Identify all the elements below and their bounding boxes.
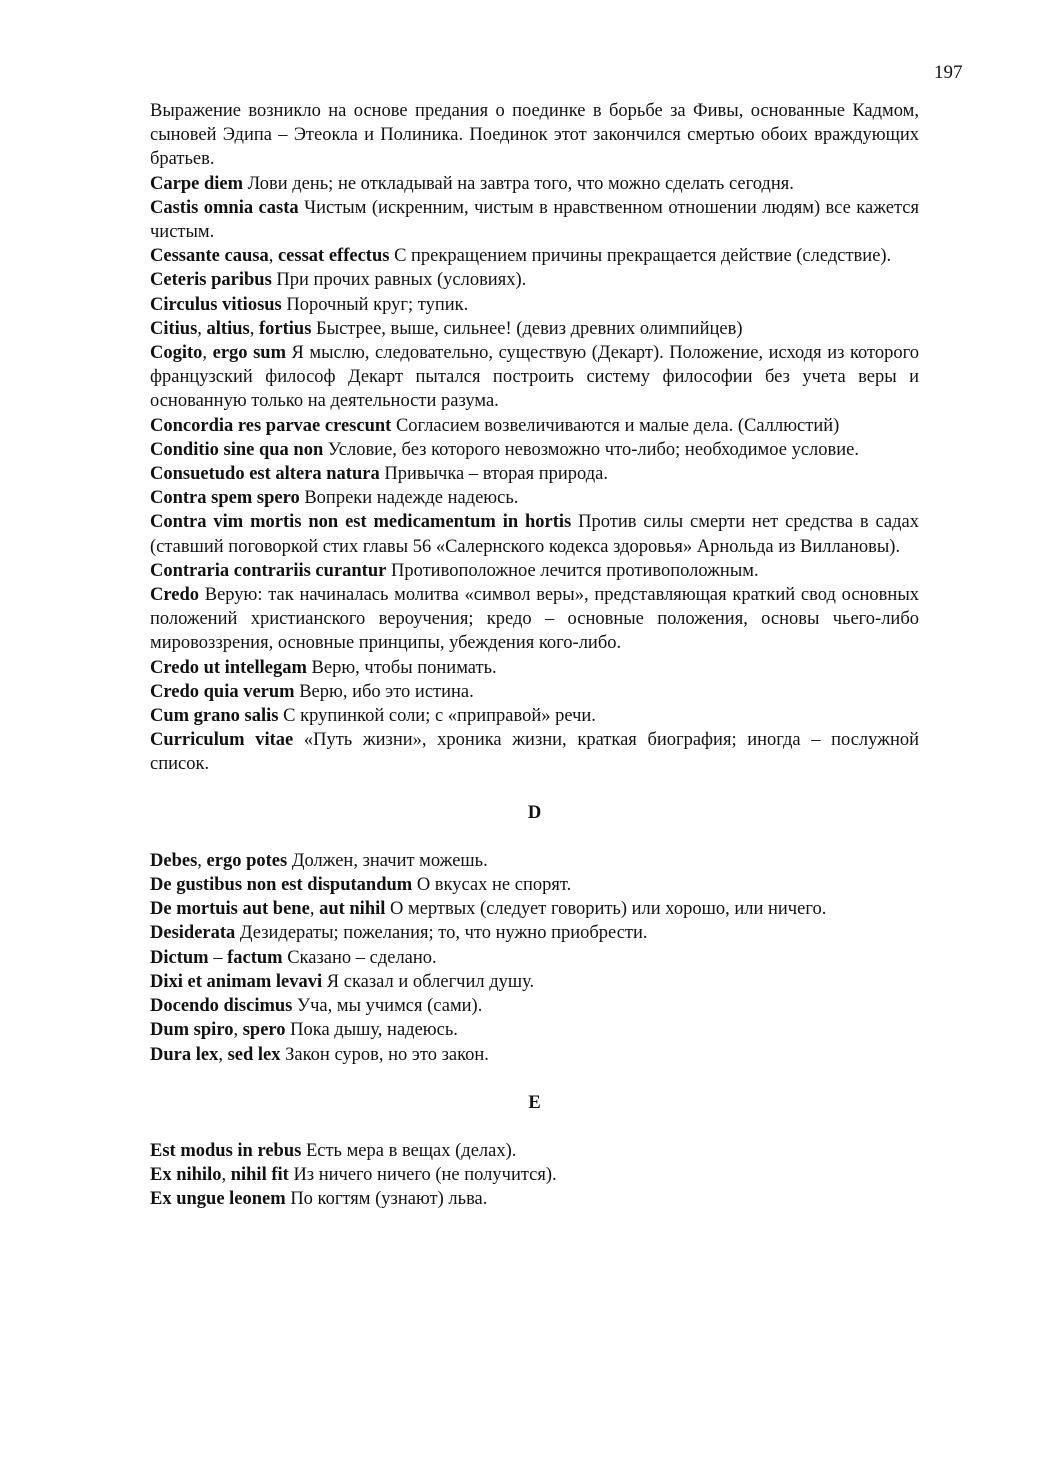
entry-latin-term: Est modus in rebus (150, 1140, 302, 1161)
entry-latin-term: Cogito (150, 343, 203, 364)
entry-latin-term: Ex nihilo (150, 1165, 222, 1186)
entry-text: Я мыслю, следовательно, существую (Декарт). Положение, исходя из которого французский философ Декарт пытался построить систему философии без учета веры и основанную только на деятельности разума. (150, 343, 920, 412)
dictionary-entry (150, 704, 919, 728)
entry-latin-term: Carpe diem (150, 173, 243, 194)
entry-latin-term: Circulus vitiosus (150, 294, 282, 315)
entry-latin-term: Dixi et animam levavi (150, 971, 323, 992)
dictionary-entry (150, 486, 919, 510)
dictionary-entry (150, 970, 919, 994)
entry-text: Дезидераты; пожелания; то, что нужно приобрести. (235, 923, 648, 944)
continuation-paragraph (150, 99, 919, 172)
entry-latin-term: Cum grano salis (150, 706, 279, 727)
entry-text: , (268, 246, 278, 267)
entry-text: Уча, мы учимся (сами). (292, 996, 483, 1017)
dictionary-entry (150, 849, 919, 873)
entry-text: Условие, без которого невозможно что-либо; необходимое условие. (323, 439, 859, 460)
entry-latin-term: nihil fit (230, 1165, 289, 1186)
dictionary-entry (150, 196, 919, 244)
entry-text: , (197, 850, 207, 871)
entry-latin-term: ergo potes (206, 850, 288, 871)
entry-latin-term: altius (206, 318, 250, 339)
entry-latin-term: sed lex (227, 1044, 281, 1065)
entry-text: , (218, 1044, 228, 1065)
entry-latin-term: Dum spiro (150, 1020, 234, 1041)
dictionary-entry (150, 293, 919, 317)
dictionary-entry (150, 897, 919, 921)
entry-text: , (221, 1165, 231, 1186)
entry-text: По когтям (узнают) льва. (285, 1189, 488, 1210)
entry-latin-term: Consuetudo est altera natura (150, 464, 380, 485)
dictionary-entry (150, 1139, 919, 1163)
page-number: 197 (934, 62, 963, 83)
dictionary-entry (150, 1043, 919, 1067)
entry-latin-term: Desiderata (150, 923, 236, 944)
dictionary-entry (150, 317, 919, 341)
entry-text: С крупинкой соли; с «приправой» речи. (278, 706, 596, 727)
dictionary-entry (150, 414, 919, 438)
entry-text: Закон суров, но это закон. (280, 1044, 489, 1065)
entry-text: Должен, значит можешь. (287, 850, 488, 871)
dictionary-entry (150, 680, 919, 704)
dictionary-entry (150, 172, 919, 196)
entry-latin-term: Docendo discimus (150, 996, 293, 1017)
dictionary-entry (150, 1163, 919, 1187)
entry-latin-term: Conditio sine qua non (150, 439, 324, 460)
entry-latin-term: Contra vim mortis non est medicamentum in hortis (150, 512, 572, 533)
entry-latin-term: Castis omnia casta (150, 197, 299, 218)
dictionary-entry (150, 341, 919, 414)
entry-text: О вкусах не спорят. (412, 875, 572, 896)
entry-text: Сказано – сделано. (282, 947, 437, 968)
dictionary-entry (150, 873, 919, 897)
entry-text: Согласием возвеличиваются и малые дела. (Саллюстий) (391, 415, 840, 436)
dictionary-entry (150, 462, 919, 486)
dictionary-entry (150, 583, 919, 656)
entry-latin-term: Ceteris paribus (150, 270, 272, 291)
entry-text: С прекращением причины прекращается действие (следствие). (389, 246, 892, 267)
entry-text: Противоположное лечится противоположным. (386, 560, 759, 581)
entry-text: Привычка – вторая природа. (379, 464, 608, 485)
entry-latin-term: Credo ut intellegam (150, 657, 307, 678)
dictionary-entry (150, 268, 919, 292)
dictionary-entry (150, 994, 919, 1018)
entry-latin-term: Credo quia verum (150, 681, 295, 702)
entry-text: Верю, ибо это истина. (294, 681, 474, 702)
entry-text: Чистым (искренним, чистым в нравственном отношении людям) все кажется чистым. (150, 197, 919, 243)
dictionary-entry (150, 946, 919, 970)
dictionary-entry (150, 559, 919, 583)
dictionary-entry (150, 510, 919, 558)
section-letter-heading: D (527, 802, 542, 823)
entry-latin-term: Debes (150, 850, 198, 871)
entry-text: Против силы смерти нет средства в садах (ставший поговоркой стих главы 56 «Салернского кодекса здоровья» Арнольда из Виллановы). (150, 512, 919, 557)
dictionary-entry (150, 921, 919, 945)
entry-text: , (202, 343, 213, 364)
dictionary-entry (150, 728, 919, 776)
dictionary-entry (150, 244, 919, 268)
entry-text: Выражение возникло на основе предания о поединке в борьбе за Фивы, основанные Кадмом, сыновей Эдипа – Этеокла и Полиника. Поединок этот закончился смертью обоих враждующих братьев. (150, 101, 919, 170)
entry-text: Быстрее, выше, сильнее! (девиз древних олимпийцев) (311, 318, 743, 339)
entry-text: – (208, 947, 228, 968)
section-letter-heading: E (528, 1092, 541, 1113)
entry-latin-term: Cessante causa (150, 246, 269, 267)
entry-latin-term: ergo sum (212, 343, 286, 364)
dictionary-entry (150, 656, 919, 680)
dictionary-entry (150, 438, 919, 462)
entry-text: Верую: так начиналась молитва «символ веры», представляющая краткий свод основных положений христианского вероучения; кредо – основные положения, основы чьего-либо мировоззрения, основные принципы, убеждения кого-либо. (150, 585, 919, 654)
entry-latin-term: Credo (150, 585, 199, 606)
entry-text: , (249, 318, 259, 339)
entry-text: Есть мера в вещах (делах). (301, 1140, 517, 1161)
entry-text: Вопреки надежде надеюсь. (299, 488, 519, 509)
entry-text: Порочный круг; тупик. (281, 294, 469, 315)
entry-text: Из ничего ничего (не получится). (288, 1165, 557, 1186)
entry-latin-term: Curriculum vitae (150, 730, 294, 751)
entry-latin-term: Dura lex (150, 1044, 219, 1065)
dictionary-content (150, 99, 919, 1212)
entry-latin-term: Concordia res parvae crescunt (150, 415, 392, 436)
entry-latin-term: De mortuis aut bene (150, 899, 310, 920)
entry-latin-term: fortius (258, 318, 312, 339)
entry-latin-term: Dictum (150, 947, 209, 968)
entry-latin-term: aut nihil (319, 899, 386, 920)
entry-text: Пока дышу, надеюсь. (285, 1020, 458, 1041)
entry-text: О мертвых (следует говорить) или хорошо, или ничего. (385, 899, 827, 920)
entry-latin-term: Contra spem spero (150, 488, 300, 509)
entry-text: При прочих равных (условиях). (271, 270, 527, 291)
dictionary-entry (150, 1018, 919, 1042)
entry-text: , (233, 1020, 243, 1041)
entry-text: , (309, 899, 320, 920)
entry-latin-term: Contraria contrariis curantur (150, 560, 387, 581)
entry-text: Я сказал и облегчил душу. (322, 971, 535, 992)
entry-latin-term: cessat effectus (277, 246, 390, 267)
entry-text: Лови день; не откладывай на завтра того, что можно сделать сегодня. (243, 173, 794, 194)
entry-text: , (197, 318, 207, 339)
entry-latin-term: Ex ungue leonem (150, 1189, 286, 1210)
entry-latin-term: De gustibus non est disputandum (150, 875, 413, 896)
entry-text: «Путь жизни», хроника жизни, краткая биография; иногда – послужной список. (150, 730, 919, 775)
entry-latin-term: factum (227, 947, 283, 968)
entry-text: Верю, чтобы понимать. (306, 657, 497, 678)
entry-latin-term: Citius (150, 318, 198, 339)
entry-latin-term: spero (242, 1020, 286, 1041)
dictionary-entry (150, 1187, 919, 1211)
